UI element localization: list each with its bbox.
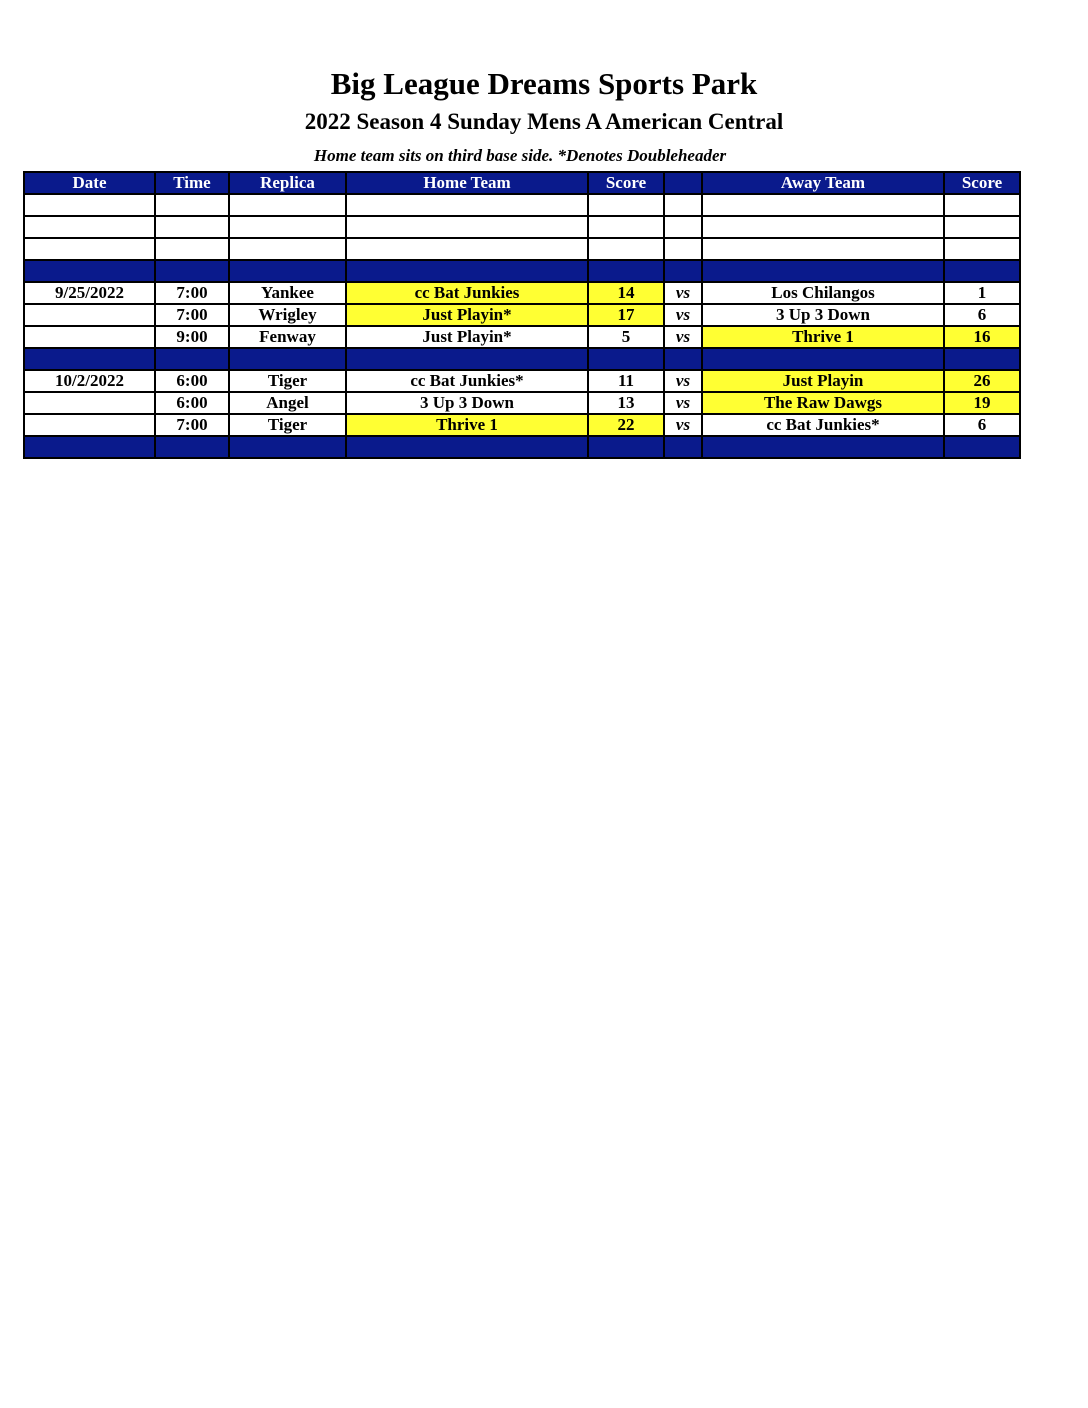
game-date	[24, 392, 155, 414]
away-team: Los Chilangos	[702, 282, 944, 304]
game-time: 9:00	[155, 326, 229, 348]
game-date: 10/2/2022	[24, 370, 155, 392]
home-score: 22	[588, 414, 664, 436]
home-team: Thrive 1	[346, 414, 588, 436]
column-header-replica: Replica	[229, 172, 346, 194]
away-score: 6	[944, 414, 1020, 436]
separator-row	[24, 348, 1020, 370]
game-row	[24, 392, 1020, 414]
column-header-away-team: Away Team	[702, 172, 944, 194]
game-date: 9/25/2022	[24, 282, 155, 304]
column-header-home-score: Score	[588, 172, 664, 194]
home-score: 17	[588, 304, 664, 326]
game-row	[24, 304, 1020, 326]
vs-label: vs	[664, 304, 702, 326]
page-title: Big League Dreams Sports Park	[330, 66, 758, 101]
game-time: 6:00	[155, 392, 229, 414]
vs-label: vs	[664, 392, 702, 414]
away-team: cc Bat Junkies*	[702, 414, 944, 436]
column-header-time: Time	[155, 172, 229, 194]
column-header-vs	[664, 172, 702, 194]
schedule-note: Home team sits on third base side. *Denotes Doubleheader	[313, 146, 727, 165]
header-row	[24, 172, 1020, 194]
game-row	[24, 282, 1020, 304]
home-score: 13	[588, 392, 664, 414]
vs-label: vs	[664, 370, 702, 392]
vs-label: vs	[664, 414, 702, 436]
away-score: 19	[944, 392, 1020, 414]
game-replica: Fenway	[229, 326, 346, 348]
game-row	[24, 370, 1020, 392]
home-team: Just Playin*	[346, 304, 588, 326]
game-time: 7:00	[155, 304, 229, 326]
game-replica: Tiger	[229, 370, 346, 392]
game-replica: Angel	[229, 392, 346, 414]
vs-label: vs	[664, 282, 702, 304]
schedule-body	[24, 194, 1020, 458]
schedule-table	[23, 171, 1021, 459]
column-header-home-team: Home Team	[346, 172, 588, 194]
home-team: Just Playin*	[346, 326, 588, 348]
home-score: 14	[588, 282, 664, 304]
vs-label: vs	[664, 326, 702, 348]
separator-row	[24, 260, 1020, 282]
game-time: 6:00	[155, 370, 229, 392]
column-header-date: Date	[24, 172, 155, 194]
game-row	[24, 326, 1020, 348]
home-team: cc Bat Junkies*	[346, 370, 588, 392]
game-date	[24, 326, 155, 348]
away-score: 1	[944, 282, 1020, 304]
league-subtitle: 2022 Season 4 Sunday Mens A American Central	[304, 109, 784, 134]
column-header-away-score: Score	[944, 172, 1020, 194]
game-row	[24, 414, 1020, 436]
game-date	[24, 304, 155, 326]
away-score: 16	[944, 326, 1020, 348]
separator-row	[24, 436, 1020, 458]
away-score: 6	[944, 304, 1020, 326]
home-team: cc Bat Junkies	[346, 282, 588, 304]
empty-row	[24, 238, 1020, 260]
away-score: 26	[944, 370, 1020, 392]
home-score: 5	[588, 326, 664, 348]
game-time: 7:00	[155, 414, 229, 436]
empty-row	[24, 194, 1020, 216]
away-team: Just Playin	[702, 370, 944, 392]
empty-row	[24, 216, 1020, 238]
away-team: 3 Up 3 Down	[702, 304, 944, 326]
game-date	[24, 414, 155, 436]
game-replica: Tiger	[229, 414, 346, 436]
game-replica: Wrigley	[229, 304, 346, 326]
game-replica: Yankee	[229, 282, 346, 304]
away-team: The Raw Dawgs	[702, 392, 944, 414]
game-time: 7:00	[155, 282, 229, 304]
home-score: 11	[588, 370, 664, 392]
away-team: Thrive 1	[702, 326, 944, 348]
home-team: 3 Up 3 Down	[346, 392, 588, 414]
